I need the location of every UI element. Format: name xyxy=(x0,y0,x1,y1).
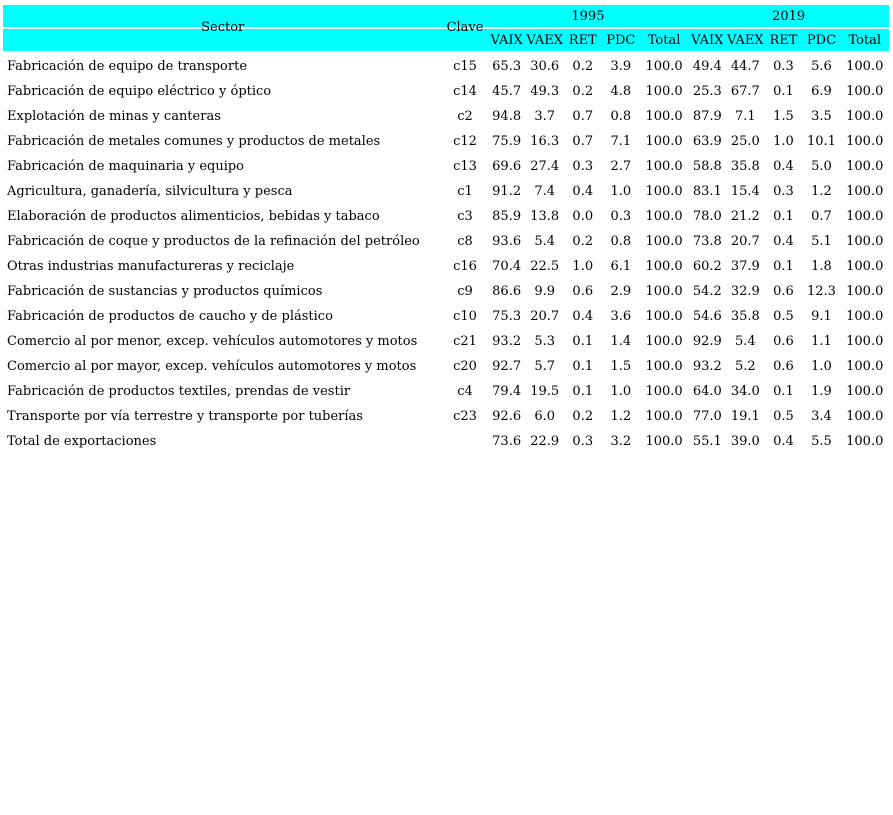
value-cell: 91.2 xyxy=(492,184,522,199)
value-cell: 5.4 xyxy=(735,334,756,349)
value-cell: 0.7 xyxy=(572,109,594,124)
sector-name-cell: Explotación de minas y canteras xyxy=(7,109,221,124)
value-cell: 1.0 xyxy=(811,359,832,374)
clave-cell: c23 xyxy=(453,409,477,424)
column-header: RET xyxy=(564,28,602,51)
export-composition-table xyxy=(3,5,889,454)
value-cell: 92.6 xyxy=(492,409,522,424)
value-cell: 0.5 xyxy=(773,409,794,424)
value-cell: 100.0 xyxy=(846,59,884,74)
value-cell: 25.3 xyxy=(692,84,722,99)
table-row xyxy=(3,329,889,354)
clave-cell: c9 xyxy=(457,284,473,299)
value-cell: 78.0 xyxy=(692,209,722,224)
sector-name-cell: Fabricación de productos de caucho y de plástico xyxy=(7,309,333,324)
value-cell: 85.9 xyxy=(492,209,522,224)
value-cell: 34.0 xyxy=(730,384,760,399)
sector-header-label: Sector xyxy=(201,20,245,35)
value-cell: 0.2 xyxy=(572,234,594,249)
value-cell: 87.9 xyxy=(692,109,722,124)
value-cell: 1.4 xyxy=(610,334,632,349)
sector-name-cell: Fabricación de metales comunes y productos de metales xyxy=(7,134,381,149)
table-header xyxy=(3,5,889,51)
value-cell: 20.7 xyxy=(530,309,560,324)
value-cell: 100.0 xyxy=(846,284,884,299)
value-cell: 9.1 xyxy=(811,309,832,324)
value-cell: 100.0 xyxy=(645,359,683,374)
clave-cell: c1 xyxy=(457,184,473,199)
value-cell: 1.2 xyxy=(811,184,832,199)
value-cell: 25.0 xyxy=(730,134,760,149)
value-cell: 0.8 xyxy=(610,109,632,124)
value-cell: 100.0 xyxy=(645,59,683,74)
value-cell: 65.3 xyxy=(492,59,522,74)
value-cell: 9.9 xyxy=(534,284,556,299)
value-cell: 3.6 xyxy=(610,309,632,324)
value-cell: 63.9 xyxy=(692,134,722,149)
value-cell: 54.6 xyxy=(692,309,722,324)
value-cell: 75.3 xyxy=(492,309,522,324)
clave-cell: c4 xyxy=(457,384,473,399)
clave-cell: c8 xyxy=(457,234,473,249)
value-cell: 1.0 xyxy=(610,184,632,199)
column-header: RET xyxy=(764,28,802,51)
value-cell: 0.6 xyxy=(773,359,794,374)
column-header: VAEX xyxy=(526,28,564,51)
value-cell: 100.0 xyxy=(645,109,683,124)
sector-name-cell: Comercio al por mayor, excep. vehículos automotores y motos xyxy=(7,359,417,374)
data-table-container xyxy=(3,5,889,454)
value-cell: 6.0 xyxy=(534,409,556,424)
year-2019-header: 2019 xyxy=(688,5,889,28)
value-cell: 100.0 xyxy=(645,334,683,349)
value-cell: 10.1 xyxy=(807,134,836,149)
value-cell: 93.2 xyxy=(492,334,522,349)
value-cell: 60.2 xyxy=(692,259,722,274)
value-cell: 55.1 xyxy=(692,434,722,449)
value-cell: 0.3 xyxy=(572,434,594,449)
value-cell: 5.2 xyxy=(735,359,756,374)
value-cell: 100.0 xyxy=(846,84,884,99)
value-cell: 49.3 xyxy=(530,84,560,99)
sector-name-cell: Comercio al por menor, excep. vehículos automotores y motos xyxy=(7,334,418,349)
value-cell: 0.1 xyxy=(572,334,594,349)
value-cell: 0.3 xyxy=(773,59,794,74)
value-cell: 5.3 xyxy=(534,334,556,349)
value-cell: 100.0 xyxy=(846,159,884,174)
value-cell: 93.2 xyxy=(692,359,722,374)
table-row xyxy=(3,104,889,129)
table-row xyxy=(3,229,889,254)
value-cell: 100.0 xyxy=(846,334,884,349)
value-cell: 20.7 xyxy=(730,234,760,249)
value-cell: 22.5 xyxy=(530,259,560,274)
value-cell: 35.8 xyxy=(730,159,760,174)
table-row xyxy=(3,304,889,329)
value-cell: 0.5 xyxy=(773,309,794,324)
value-cell: 0.3 xyxy=(572,159,594,174)
sector-name-cell: Fabricación de equipo eléctrico y óptico xyxy=(7,84,272,99)
value-cell: 100.0 xyxy=(846,409,884,424)
value-cell: 35.8 xyxy=(730,309,760,324)
value-cell: 100.0 xyxy=(846,259,884,274)
column-header: VAIX xyxy=(688,28,726,51)
value-cell: 5.6 xyxy=(811,59,832,74)
value-cell: 67.7 xyxy=(730,84,760,99)
value-cell: 5.7 xyxy=(534,359,556,374)
value-cell: 3.9 xyxy=(610,59,632,74)
value-cell: 45.7 xyxy=(492,84,522,99)
value-cell: 0.7 xyxy=(572,134,594,149)
value-cell: 0.8 xyxy=(610,234,632,249)
value-cell: 69.6 xyxy=(492,159,522,174)
table-row xyxy=(3,254,889,279)
sector-name-cell: Transporte por vía terrestre y transporte por tuberías xyxy=(7,409,363,424)
value-cell: 0.4 xyxy=(773,159,794,174)
value-cell: 70.4 xyxy=(492,259,522,274)
value-cell: 3.5 xyxy=(811,109,832,124)
table-row xyxy=(3,379,889,404)
value-cell: 5.0 xyxy=(811,159,832,174)
sector-name-cell: Total de exportaciones xyxy=(7,434,157,449)
value-cell: 5.1 xyxy=(811,234,832,249)
table-row xyxy=(3,354,889,379)
value-cell: 22.9 xyxy=(530,434,560,449)
value-cell: 0.7 xyxy=(811,209,832,224)
sector-header-cell xyxy=(3,5,442,35)
value-cell: 75.9 xyxy=(492,134,522,149)
value-cell: 0.3 xyxy=(610,209,632,224)
value-cell: 0.1 xyxy=(572,359,594,374)
value-cell: 0.1 xyxy=(773,384,794,399)
value-cell: 100.0 xyxy=(645,234,683,249)
value-cell: 0.4 xyxy=(773,434,794,449)
value-cell: 0.4 xyxy=(773,234,794,249)
column-header: PDC xyxy=(802,28,840,51)
value-cell: 0.1 xyxy=(572,384,594,399)
clave-cell: c13 xyxy=(453,159,477,174)
value-cell: 3.4 xyxy=(811,409,832,424)
value-cell: 58.8 xyxy=(692,159,722,174)
sector-name-cell: Agricultura, ganadería, silvicultura y pesca xyxy=(7,184,293,199)
clave-header-cell xyxy=(442,5,487,35)
value-cell: 54.2 xyxy=(692,284,722,299)
value-cell: 6.1 xyxy=(610,259,632,274)
sector-name-cell: Fabricación de maquinaria y equipo xyxy=(7,159,245,174)
table-row xyxy=(3,129,889,154)
value-cell: 12.3 xyxy=(807,284,836,299)
clave-header-label: Clave xyxy=(446,20,484,35)
value-cell: 0.6 xyxy=(773,334,794,349)
value-cell: 100.0 xyxy=(645,434,683,449)
value-cell: 93.6 xyxy=(492,234,522,249)
value-cell: 7.1 xyxy=(610,134,632,149)
value-cell: 19.5 xyxy=(530,384,560,399)
value-cell: 79.4 xyxy=(492,384,522,399)
value-cell: 4.8 xyxy=(610,84,632,99)
value-cell: 27.4 xyxy=(530,159,560,174)
value-cell: 86.6 xyxy=(492,284,522,299)
value-cell: 1.9 xyxy=(811,384,832,399)
column-header: VAIX xyxy=(488,28,526,51)
value-cell: 100.0 xyxy=(846,184,884,199)
value-cell: 6.9 xyxy=(811,84,832,99)
value-cell: 1.0 xyxy=(610,384,632,399)
sector-name-cell: Otras industrias manufactureras y reciclaje xyxy=(7,259,295,274)
value-cell: 0.1 xyxy=(773,209,794,224)
value-cell: 1.0 xyxy=(572,259,594,274)
value-cell: 13.8 xyxy=(530,209,560,224)
value-cell: 44.7 xyxy=(730,59,760,74)
value-cell: 0.6 xyxy=(572,284,594,299)
value-cell: 3.2 xyxy=(610,434,632,449)
value-cell: 100.0 xyxy=(846,209,884,224)
value-cell: 73.8 xyxy=(692,234,722,249)
clave-cell xyxy=(442,429,487,454)
value-cell: 100.0 xyxy=(645,259,683,274)
clave-cell: c3 xyxy=(457,209,473,224)
value-cell: 0.4 xyxy=(572,184,594,199)
table-row xyxy=(3,51,889,79)
value-cell: 5.5 xyxy=(811,434,832,449)
value-cell: 0.0 xyxy=(572,209,594,224)
table-row xyxy=(3,179,889,204)
column-header: VAEX xyxy=(726,28,764,51)
value-cell: 1.0 xyxy=(773,134,794,149)
value-cell: 100.0 xyxy=(645,159,683,174)
value-cell: 0.6 xyxy=(773,284,794,299)
table-row xyxy=(3,279,889,304)
clave-cell: c21 xyxy=(453,334,477,349)
value-cell: 100.0 xyxy=(645,209,683,224)
value-cell: 1.5 xyxy=(610,359,632,374)
value-cell: 1.2 xyxy=(610,409,632,424)
value-cell: 100.0 xyxy=(846,134,884,149)
sector-name-cell: Fabricación de productos textiles, prendas de vestir xyxy=(7,384,351,399)
value-cell: 94.8 xyxy=(492,109,522,124)
value-cell: 1.1 xyxy=(811,334,832,349)
value-cell: 7.1 xyxy=(735,109,756,124)
sector-name-cell: Fabricación de equipo de transporte xyxy=(7,59,248,74)
value-cell: 64.0 xyxy=(692,384,722,399)
value-cell: 19.1 xyxy=(730,409,760,424)
value-cell: 100.0 xyxy=(645,284,683,299)
value-cell: 1.5 xyxy=(773,109,794,124)
value-cell: 3.7 xyxy=(534,109,556,124)
value-cell: 100.0 xyxy=(846,434,884,449)
clave-cell: c14 xyxy=(453,84,477,99)
table-row xyxy=(3,154,889,179)
table-row xyxy=(3,429,889,454)
value-cell: 2.7 xyxy=(610,159,632,174)
value-cell: 0.3 xyxy=(773,184,794,199)
value-cell: 100.0 xyxy=(846,359,884,374)
table-row xyxy=(3,204,889,229)
value-cell: 1.8 xyxy=(811,259,832,274)
value-cell: 83.1 xyxy=(692,184,722,199)
value-cell: 0.2 xyxy=(572,409,594,424)
value-cell: 92.7 xyxy=(492,359,522,374)
value-cell: 100.0 xyxy=(645,134,683,149)
column-header: PDC xyxy=(602,28,640,51)
value-cell: 77.0 xyxy=(692,409,722,424)
year-1995-header: 1995 xyxy=(488,5,689,28)
column-header: Total xyxy=(640,28,688,51)
value-cell: 0.2 xyxy=(572,84,594,99)
value-cell: 100.0 xyxy=(846,234,884,249)
value-cell: 100.0 xyxy=(645,409,683,424)
value-cell: 100.0 xyxy=(846,384,884,399)
sector-name-cell: Fabricación de sustancias y productos químicos xyxy=(7,284,323,299)
value-cell: 37.9 xyxy=(730,259,760,274)
table-row xyxy=(3,404,889,429)
value-cell: 0.2 xyxy=(572,59,594,74)
sector-name-cell: Elaboración de productos alimenticios, bebidas y tabaco xyxy=(7,209,380,224)
value-cell: 15.4 xyxy=(730,184,760,199)
value-cell: 32.9 xyxy=(730,284,760,299)
table-row xyxy=(3,79,889,104)
value-cell: 7.4 xyxy=(534,184,556,199)
value-cell: 21.2 xyxy=(730,209,760,224)
value-cell: 0.4 xyxy=(572,309,594,324)
clave-cell: c12 xyxy=(453,134,477,149)
clave-cell: c16 xyxy=(453,259,477,274)
value-cell: 100.0 xyxy=(645,384,683,399)
column-header: Total xyxy=(841,28,889,51)
value-cell: 100.0 xyxy=(645,84,683,99)
value-cell: 100.0 xyxy=(846,309,884,324)
clave-cell: c20 xyxy=(453,359,477,374)
value-cell: 2.9 xyxy=(610,284,632,299)
value-cell: 30.6 xyxy=(530,59,560,74)
header-row-years xyxy=(3,5,889,28)
clave-cell: c2 xyxy=(457,109,473,124)
value-cell: 16.3 xyxy=(530,134,560,149)
value-cell: 5.4 xyxy=(534,234,556,249)
value-cell: 100.0 xyxy=(645,184,683,199)
value-cell: 73.6 xyxy=(492,434,522,449)
value-cell: 0.1 xyxy=(773,259,794,274)
clave-cell: c10 xyxy=(453,309,477,324)
sector-name-cell: Fabricación de coque y productos de la refinación del petróleo xyxy=(7,234,420,249)
value-cell: 49.4 xyxy=(692,59,722,74)
value-cell: 100.0 xyxy=(645,309,683,324)
table-body xyxy=(3,51,889,454)
value-cell: 39.0 xyxy=(730,434,760,449)
value-cell: 92.9 xyxy=(692,334,722,349)
clave-cell: c15 xyxy=(453,59,477,74)
value-cell: 100.0 xyxy=(846,109,884,124)
value-cell: 0.1 xyxy=(773,84,794,99)
